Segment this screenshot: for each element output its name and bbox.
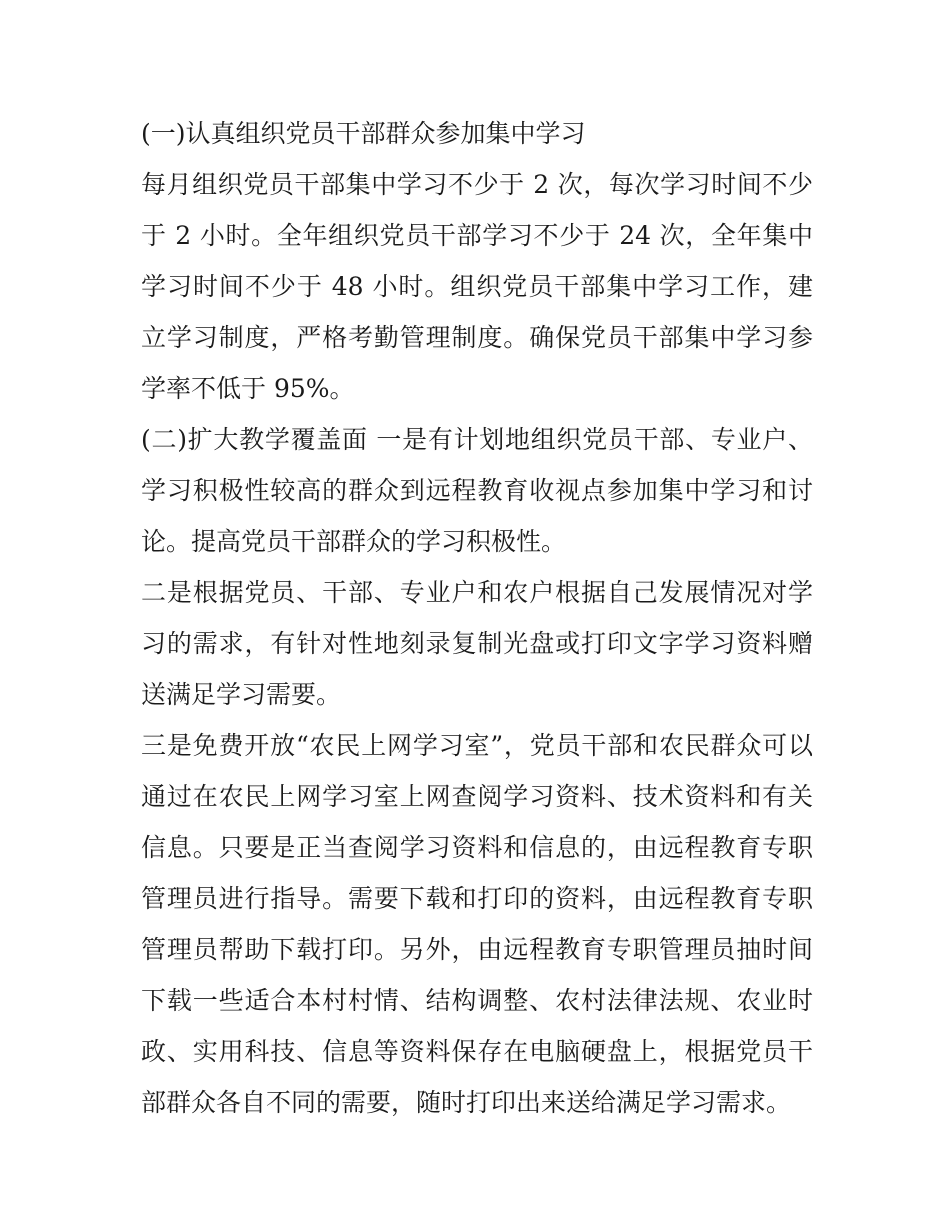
section-heading-1: (一)认真组织党员干部群众参加集中学习: [141, 119, 586, 148]
paragraph-third-measure: 三是免费开放“农民上网学习室”，党员干部和农民群众可以通过在农民上网学习室上网查阅学习资料、技术资料和有关信息。只要是正当查阅学习资料和信息的，由远程教育专职管理员进行指导。需要下载和打印的资料，由远程教育专职管理员帮助下载打印。另外，由远程教育专职管理员抽时间下载一些适合本村村情、结构调整、农村法律法规、农业时政、实用科技、信息等资料保存在电脑硬盘上，根据党员干部群众各自不同的需要，随时打印出来送给满足学习需求。: [141, 731, 813, 1117]
paragraph-study-requirements: 每月组织党员干部集中学习不少于 2 次，每次学习时间不少于 2 小时。全年组织党员干部学习不少于 24 次，全年集中学习时间不少于 48 小时。组织党员干部集中学习工作，建立学习制度，严格考勤管理制度。确保党员干部集中学习参学率不低于 95%。: [141, 170, 813, 403]
document-body: [141, 108, 813, 1128]
paragraph-second-measure: 二是根据党员、干部、专业户和农户根据自己发展情况对学习的需求，有针对性地刻录复制光盘或打印文字学习资料赠送满足学习需要。: [141, 578, 813, 709]
section-heading-2-paragraph: (二)扩大教学覆盖面 一是有计划地组织党员干部、专业户、学习积极性较高的群众到远程教育收视点参加集中学习和讨论。提高党员干部群众的学习积极性。: [141, 425, 813, 556]
